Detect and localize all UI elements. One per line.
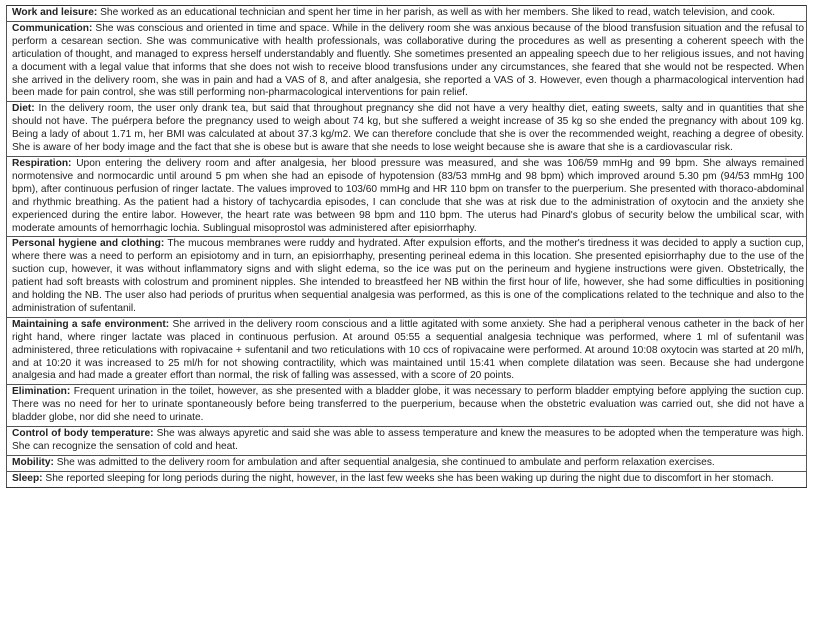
section-row-diet — [7, 102, 807, 157]
section-cell — [7, 237, 807, 317]
section-cell — [7, 427, 807, 456]
section-heading: Respiration: — [12, 157, 72, 169]
section-cell — [7, 317, 807, 385]
section-row-personal-hygiene — [7, 237, 807, 317]
section-heading: Elimination: — [12, 386, 71, 398]
section-heading: Maintaining a safe environment: — [12, 318, 170, 330]
section-heading: Control of body temperature: — [12, 428, 154, 440]
section-row-sleep — [7, 471, 807, 487]
section-row-respiration — [7, 156, 807, 236]
section-row-elimination — [7, 385, 807, 427]
section-body: The mucous membranes were ruddy and hydrated. After expulsion efforts, and the mother's tiredness it was decided to apply a suction cup, where there was a need to perform an episiotomy and in turn, an episiorrhaphy, presenting perineal edema in this location. She presented episiorrhaphy due to the use of the suction cup, however, it was without inflammatory signs and with slight edema, so the ice was put on the perineum and hygiene instructions were given. Obstetrically, the patient had soft breasts with colostrum and prominent nipples. She intended to breastfeed her NB within the first hour of life, however, she had some difficulties in positioning and holding the NB. The user also had periods of pruritus when sequential analgesia was performed, as this is one of the complications related to the technique and also to the administration of sufentanil. — [12, 238, 805, 314]
section-cell — [7, 156, 807, 236]
section-row-work-and-leisure — [7, 6, 807, 22]
section-heading: Work and leisure: — [12, 7, 98, 18]
section-cell — [7, 455, 807, 471]
section-body: Upon entering the delivery room and after analgesia, her blood pressure was measured, and she was 106/59 mmHg and 99 bpm. She always remained normotensive and normocardic until around 5 pm when she had an episode of hypotension (83/53 mmHg and 98 bpm) which improved around 5.30 pm (94/53 mmHg 100 bpm), after continuous perfusion of ringer lactate. The values improved to 103/60 mmHg and HR 110 bpm on transfer to the puerperium. She presented with thoraco-abdominal and rhythmic breathing. As the patient had a history of tachycardia episodes, I can conclude that she was at risk due to the administration of oxytocin and the anxiety she experienced during the entire labor. However, the heart rate was between 98 bpm and 110 bpm. The uterus had Pinard's globus of security below the umbilical scar, with moderate amounts of hemorrhagic lochia. Sublingual misoprostol was administered after episiorrhaphy. — [12, 157, 804, 234]
section-body: She was always apyretic and said she was able to assess temperature and knew the measures to be adopted when the temperature was high. She can recognize the sensation of cold and heat. — [12, 428, 804, 452]
nursing-assessment-table — [6, 5, 807, 488]
section-body: Frequent urination in the toilet, however, as she presented with a bladder globe, it was necessary to perform bladder emptying before applying the suction cup. There was no need for her to urinate spontaneously before being transferred to the puerperium, because when the obstetric evaluation was carried out, she did not have a bladder globe, nor did she need to urinate. — [12, 386, 804, 424]
section-heading: Personal hygiene and clothing: — [12, 238, 165, 250]
section-body: She was admitted to the delivery room for ambulation and after sequential analgesia, she continued to ambulate and perform relaxation exercises. — [53, 456, 715, 468]
section-row-communication — [7, 21, 807, 101]
section-row-safe-environment — [7, 317, 807, 385]
section-body: She arrived in the delivery room conscious and a little agitated with some anxiety. She had a peripheral venous catheter in the back of her right hand, where ringer lactate was placed in continuous perfusion. At around 05:55 a sequential analgesia technique was performed, where 1 ml of sufentanil was administered, three reticulations with ropivacaine + sufentanil and two reticulations with 10 ccs of ropivacaine were performed. At around 10:08 oxytocin was started at 20 ml/h, and at 10:20 it was increased to 25 ml/h for not showing contractility, which was maintained until 15:41 when complete dilatation was seen. Because she had undergone analgesia and had made a greater effort than normal, the risk of falling was assessed, with a score of 20 points. — [12, 318, 804, 382]
section-cell — [7, 385, 807, 427]
section-body: She worked as an educational technician and spent her time in her parish, as well as with her members. She liked to read, watch television, and cook. — [97, 7, 776, 18]
section-heading: Diet: — [12, 103, 35, 115]
section-cell — [7, 471, 807, 487]
section-body: In the delivery room, the user only drank tea, but said that throughout pregnancy she did not have a very healthy diet, eating sweets, salty and in quantities that she should not have. The puérpera before the pregnancy used to weigh about 74 kg, but she suffered a weight increase of 35 kg so she ended the pregnancy with about 109 kg. Being a lady of about 1.71 m, her BMI was calculated at about 37.3 kg/m2. We can therefore conclude that she is over the recommended weight, reaching a degree of obesity. She is aware of her body image and the fact that she is obese but is aware that she needs to lose weight because she is aware that she is a cardiovascular risk. — [12, 103, 804, 154]
section-heading: Mobility: — [12, 456, 54, 468]
section-heading: Sleep: — [12, 472, 43, 484]
section-cell — [7, 21, 807, 101]
section-row-body-temperature — [7, 427, 807, 456]
section-heading: Communication: — [12, 22, 93, 34]
section-body: She was conscious and oriented in time and space. While in the delivery room she was anxious because of the blood transfusion situation and the refusal to perform a cesarean section. She was communicative with health professionals, was collaborative during the procedures as well as presenting a coherent speech with the articulation of thought, and managed to express herself understandably and fluently. She sometimes presented an appealing speech due to her religious issues, and not having a document with a legal value that informs that she does not wish to receive blood transfusions under any circumstances, she feared that she would not be respected. When she arrived in the delivery room, she was in pain and had a VAS of 8, and after analgesia, she reported a VAS of 3. However, even though a pharmacological intervention had been made for pain control, she was still performing non-pharmacological interventions for pain relief. — [12, 22, 804, 99]
section-cell — [7, 6, 807, 22]
section-row-mobility — [7, 455, 807, 471]
section-cell — [7, 102, 807, 157]
section-body: She reported sleeping for long periods during the night, however, in the last few weeks she has been waking up during the night due to discomfort in her stomach. — [42, 472, 774, 484]
